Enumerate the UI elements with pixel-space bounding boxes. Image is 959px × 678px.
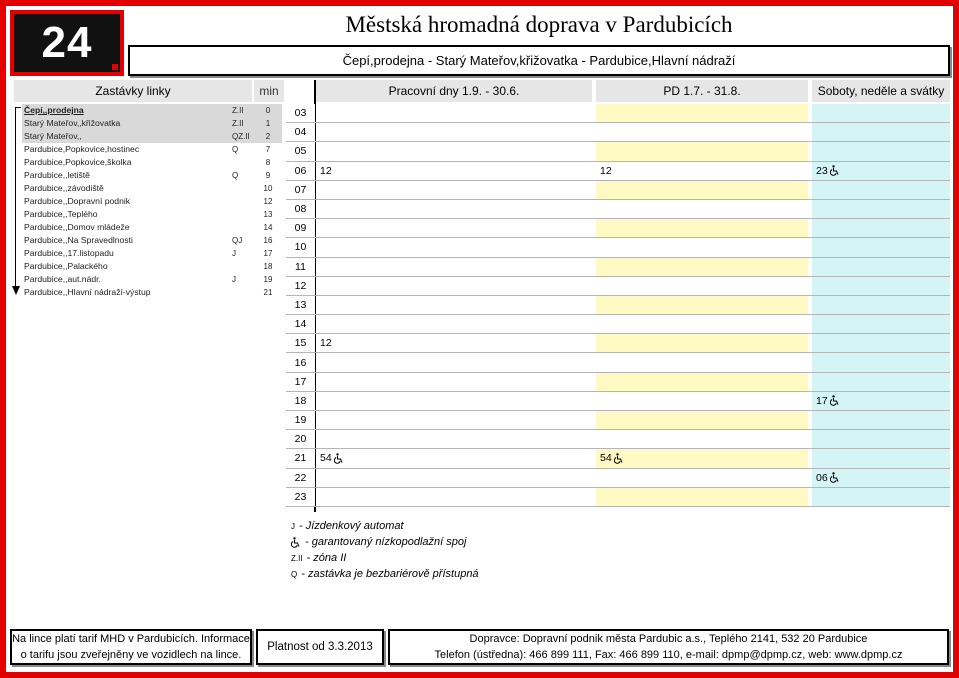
wheelchair-icon — [614, 453, 624, 464]
departure-cell — [316, 162, 592, 180]
hour-row — [286, 123, 950, 142]
stop-name: Pardubice,,Hlavní nádraží-výstup — [24, 287, 151, 297]
hour-label: 17 — [286, 373, 316, 391]
hour-row — [286, 469, 950, 488]
stop-row — [22, 208, 282, 221]
departure-cell — [316, 373, 592, 391]
hour-row — [286, 258, 950, 277]
hour-label: 18 — [286, 392, 316, 410]
hour-label: 21 — [286, 449, 316, 467]
departure-cell — [316, 353, 592, 371]
departure-cell — [596, 488, 808, 506]
stop-name: Starý Mateřov,, — [24, 131, 82, 141]
departure-cell — [316, 411, 592, 429]
stops-header: Zastávky linky — [14, 80, 252, 102]
departure-cell — [596, 353, 808, 371]
hour-row — [286, 181, 950, 200]
departure-cell — [812, 392, 950, 410]
legend-symbol-j: J — [291, 521, 295, 531]
departure-cell — [812, 315, 950, 333]
departure-cell — [812, 104, 950, 122]
stop-minutes: 13 — [263, 210, 273, 219]
hour-label: 11 — [286, 258, 316, 276]
departure-cell — [596, 238, 808, 256]
departure-cell — [596, 123, 808, 141]
departure-cell — [812, 488, 950, 506]
stop-row — [22, 195, 282, 208]
legend-text-low-floor: - garantovaný nízkopodlažní spoj — [305, 536, 467, 548]
legend-text-zone: - zóna II — [306, 552, 347, 564]
stop-minutes: 14 — [263, 223, 273, 232]
wheelchair-icon — [291, 537, 301, 548]
operator-info — [388, 629, 949, 665]
legend-low-floor — [291, 534, 479, 550]
stop-name: Pardubice,,Na Spravedlnosti — [24, 235, 133, 245]
hour-label: 16 — [286, 353, 316, 371]
page-title: Městská hromadná doprava v Pardubicích — [345, 12, 733, 37]
departure-cell — [596, 200, 808, 218]
summer-workdays-header: PD 1.7. - 31.8. — [596, 80, 808, 102]
stop-row — [22, 182, 282, 195]
departure-minute: 54 — [320, 452, 332, 465]
departure-cell — [316, 469, 592, 487]
departure-cell — [596, 162, 808, 180]
stop-list — [22, 104, 282, 299]
route-description: Čepí,prodejna - Starý Mateřov,křižovatka - Pardubice,Hlavní nádraží — [128, 45, 950, 76]
departure-cell — [316, 315, 592, 333]
departure-cell — [812, 353, 950, 371]
departure-cell — [316, 430, 592, 448]
stop-name: Starý Mateřov,,křižovatka — [24, 118, 121, 128]
stop-row — [22, 221, 282, 234]
stop-row — [22, 104, 282, 117]
wheelchair-icon — [334, 453, 344, 464]
hour-row — [286, 334, 950, 353]
stop-name: Pardubice,,Domov mládeže — [24, 222, 130, 232]
hour-row — [286, 142, 950, 161]
departure-cell — [316, 488, 592, 506]
departure-minute: 23 — [816, 164, 828, 177]
stop-minutes: 0 — [265, 106, 271, 115]
departure-minute: 12 — [320, 337, 332, 350]
stop-row — [22, 143, 282, 156]
weekend-header: Soboty, neděle a svátky — [812, 80, 950, 102]
departure-cell — [812, 200, 950, 218]
hour-label: 19 — [286, 411, 316, 429]
stop-name: Pardubice,Popkovice,hostinec — [24, 144, 140, 154]
departure-cell — [812, 162, 950, 180]
validity-box — [256, 629, 384, 665]
hour-row — [286, 411, 950, 430]
departure-cell — [812, 219, 950, 237]
departure-cell — [812, 258, 950, 276]
departure-cell — [596, 392, 808, 410]
departure-cell — [316, 296, 592, 314]
departure-cell — [812, 469, 950, 487]
stop-name: Pardubice,Popkovice,školka — [24, 157, 132, 167]
wheelchair-icon — [830, 165, 840, 176]
hour-label: 12 — [286, 277, 316, 295]
hour-label: 08 — [286, 200, 316, 218]
stop-minutes: 1 — [265, 119, 271, 128]
stop-row — [22, 286, 282, 299]
tariff-info — [10, 629, 252, 665]
hour-label: 10 — [286, 238, 316, 256]
line-number-badge: 24 — [10, 10, 124, 76]
departure-cell — [812, 334, 950, 352]
departure-minute: 12 — [320, 164, 332, 177]
departure-cell — [596, 142, 808, 160]
departure-cell — [812, 238, 950, 256]
departure-cell — [596, 411, 808, 429]
tariff-line-2: o tarifu jsou zveřejněny ve vozidlech na lince. — [20, 649, 242, 661]
departure-cell — [596, 449, 808, 467]
hour-label: 20 — [286, 430, 316, 448]
hour-row — [286, 162, 950, 181]
legend-symbol-q: Q — [291, 569, 298, 579]
stop-name: Pardubice,,závodiště — [24, 183, 104, 193]
tariff-line-1: Na lince platí tarif MHD v Pardubicích. Informace — [12, 633, 250, 645]
hour-label: 23 — [286, 488, 316, 506]
hour-label: 03 — [286, 104, 316, 122]
hour-row — [286, 315, 950, 334]
validity-text: Platnost od 3.3.2013 — [267, 641, 373, 653]
stop-minutes: 18 — [263, 262, 273, 271]
hour-row — [286, 104, 950, 123]
departure-cell — [316, 142, 592, 160]
hour-row — [286, 353, 950, 372]
stop-name: Pardubice,,17.listopadu — [24, 248, 114, 258]
stop-zone: Z.II — [232, 106, 244, 115]
departure-cell — [316, 219, 592, 237]
legend — [291, 518, 479, 582]
stop-zone: QJ — [232, 236, 243, 245]
departure-cell — [316, 200, 592, 218]
stop-minutes: 7 — [265, 145, 271, 154]
stop-minutes: 10 — [263, 184, 273, 193]
departure-cell — [812, 123, 950, 141]
hour-row — [286, 449, 950, 468]
hour-row — [286, 219, 950, 238]
departure-cell — [596, 277, 808, 295]
stop-name: Pardubice,,aut.nádr. — [24, 274, 101, 284]
departure-cell — [596, 258, 808, 276]
hour-label: 06 — [286, 162, 316, 180]
stop-name: Čepí,,prodejna — [24, 105, 84, 115]
legend-symbol-zone: Z.II — [291, 553, 303, 563]
stop-row — [22, 169, 282, 182]
hour-row — [286, 373, 950, 392]
route-arrow-line — [15, 107, 16, 290]
hour-row — [286, 488, 950, 507]
departure-cell — [596, 430, 808, 448]
hour-label: 13 — [286, 296, 316, 314]
stop-zone: J — [232, 249, 236, 258]
operator-line-2: Telefon (ústředna): 466 899 111, Fax: 466 899 110, e-mail: dpmp@dpmp.cz, web: www.dpmp.cz — [434, 649, 903, 661]
stop-row — [22, 117, 282, 130]
stop-minutes: 9 — [265, 171, 271, 180]
departure-cell — [316, 392, 592, 410]
hour-label: 07 — [286, 181, 316, 199]
legend-zone — [291, 550, 479, 566]
departure-cell — [812, 430, 950, 448]
departure-minute: 12 — [600, 164, 612, 177]
stop-name: Pardubice,,letiště — [24, 170, 90, 180]
departure-minute: 06 — [816, 471, 828, 484]
stop-row — [22, 234, 282, 247]
stop-zone: Z.II — [232, 119, 244, 128]
stop-minutes: 19 — [263, 275, 273, 284]
stop-name: Pardubice,,Teplého — [24, 209, 98, 219]
legend-text-q: - zastávka je bezbariérově přístupná — [301, 568, 479, 580]
stop-row — [22, 247, 282, 260]
departure-cell — [316, 277, 592, 295]
wheelchair-icon — [830, 395, 840, 406]
hour-row — [286, 392, 950, 411]
departure-cell — [812, 296, 950, 314]
stop-zone: Q — [232, 171, 239, 180]
route-arrow-head — [12, 286, 20, 295]
departure-cell — [812, 373, 950, 391]
hour-row — [286, 277, 950, 296]
departure-cell — [596, 104, 808, 122]
departure-cell — [812, 277, 950, 295]
departure-cell — [316, 104, 592, 122]
stop-minutes: 21 — [263, 288, 273, 297]
hour-label: 09 — [286, 219, 316, 237]
departure-cell — [596, 334, 808, 352]
stop-row — [22, 260, 282, 273]
stop-zone: QZ.II — [232, 132, 250, 141]
stop-row — [22, 156, 282, 169]
stop-minutes: 12 — [263, 197, 273, 206]
departure-minute: 17 — [816, 394, 828, 407]
stop-minutes: 17 — [263, 249, 273, 258]
hour-row — [286, 430, 950, 449]
departure-cell — [596, 373, 808, 391]
departure-cell — [596, 315, 808, 333]
hour-label: 05 — [286, 142, 316, 160]
departure-cell — [316, 123, 592, 141]
hour-label: 15 — [286, 334, 316, 352]
stop-minutes: 8 — [265, 158, 271, 167]
workdays-header: Pracovní dny 1.9. - 30.6. — [316, 80, 592, 102]
stop-name: Pardubice,,Dopravní podnik — [24, 196, 131, 206]
departure-cell — [812, 142, 950, 160]
departure-grid — [286, 104, 950, 507]
hour-label: 14 — [286, 315, 316, 333]
operator-line-1: Dopravce: Dopravní podnik města Pardubic a.s., Teplého 2141, 532 20 Pardubice — [469, 633, 868, 645]
wheelchair-icon — [830, 472, 840, 483]
departure-cell — [316, 334, 592, 352]
hour-row — [286, 296, 950, 315]
departure-cell — [316, 181, 592, 199]
stop-row — [22, 273, 282, 286]
departure-cell — [812, 181, 950, 199]
departure-cell — [316, 258, 592, 276]
stop-minutes: 16 — [263, 236, 273, 245]
legend-ticket-machine — [291, 518, 479, 534]
min-header: min — [254, 80, 284, 102]
legend-barrier-free — [291, 566, 479, 582]
hour-label: 04 — [286, 123, 316, 141]
departure-cell — [812, 411, 950, 429]
hour-label: 22 — [286, 469, 316, 487]
departure-cell — [596, 469, 808, 487]
departure-cell — [596, 181, 808, 199]
hour-row — [286, 238, 950, 257]
hour-row — [286, 200, 950, 219]
departure-cell — [596, 219, 808, 237]
stop-row — [22, 130, 282, 143]
departure-cell — [316, 449, 592, 467]
departure-cell — [812, 449, 950, 467]
stop-zone: J — [232, 275, 236, 284]
legend-text-j: - Jízdenkový automat — [299, 520, 404, 532]
departure-cell — [316, 238, 592, 256]
stop-zone: Q — [232, 145, 239, 154]
stop-name: Pardubice,,Palackého — [24, 261, 108, 271]
stop-minutes: 2 — [265, 132, 271, 141]
departure-minute: 54 — [600, 452, 612, 465]
departure-cell — [596, 296, 808, 314]
